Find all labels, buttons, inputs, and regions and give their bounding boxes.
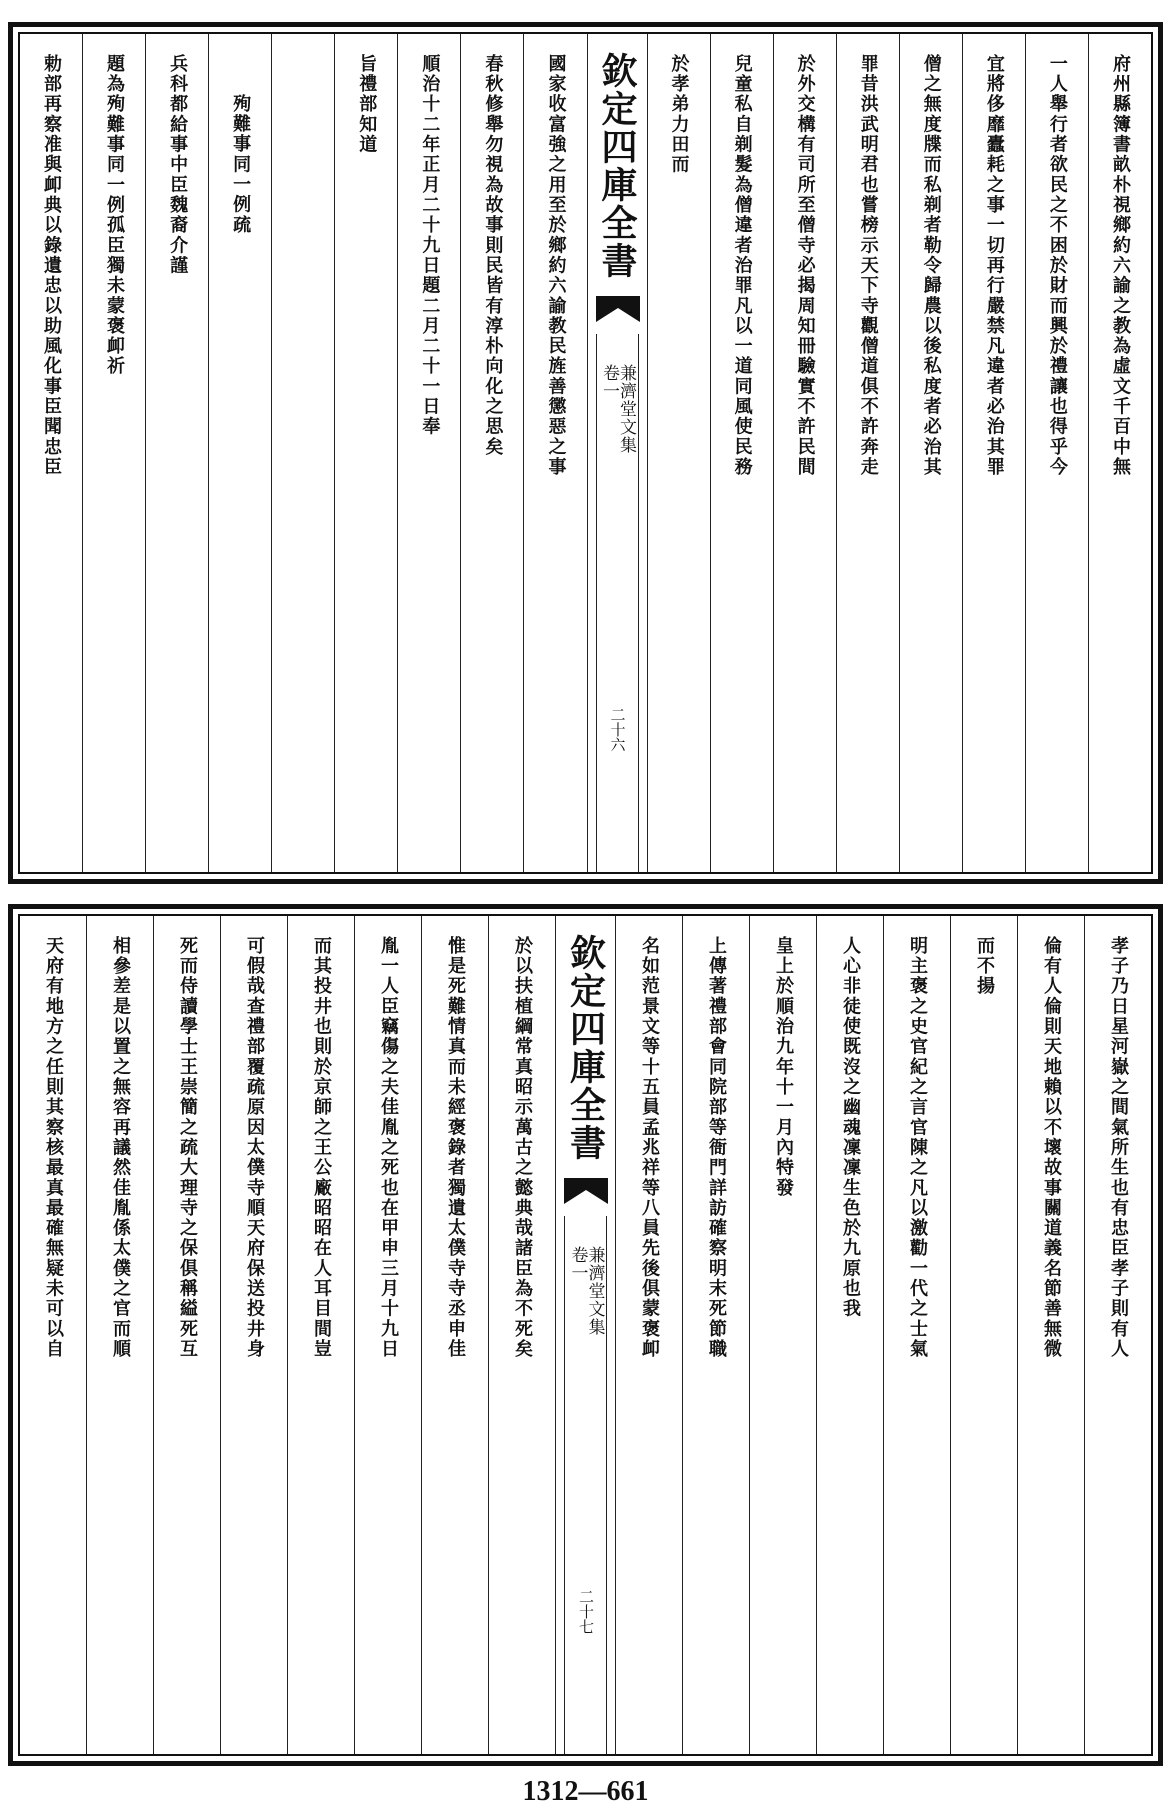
text-column xyxy=(208,34,271,872)
column-text: 兒童私自剃髮為僧違者治罪凡以一道同風使民務 xyxy=(731,54,753,478)
text-column xyxy=(153,916,220,1754)
text-column xyxy=(883,916,950,1754)
spine-title: 欽定四庫全書 xyxy=(596,52,638,280)
text-column xyxy=(899,34,962,872)
column-text: 上傳著禮部會同院部等衙門詳訪確察明末死節職 xyxy=(706,936,727,1360)
text-column xyxy=(1084,916,1151,1754)
text-column xyxy=(950,916,1017,1754)
column-text: 名如范景文等十五員孟兆祥等八員先後俱蒙褒卹 xyxy=(639,936,660,1360)
column-text: 一人舉行者欲民之不困於財而興於禮讓也得乎今 xyxy=(1046,54,1068,478)
column-text: 兵科都給事中臣魏裔介謹 xyxy=(167,54,189,276)
column-text: 僧之無度牒而私剃者勒令歸農以後私度者必治其 xyxy=(920,54,942,478)
fishtail-mark-icon xyxy=(564,1178,608,1204)
column-grid xyxy=(20,34,1151,872)
fishtail-mark-icon xyxy=(596,296,640,322)
column-text: 相參差是以置之無容再議然佳胤係太僕之官而順 xyxy=(110,936,131,1360)
spine-volume: 卷一 xyxy=(599,364,619,400)
column-text: 天府有地方之任則其察核最真最確無疑未可以自 xyxy=(43,936,64,1360)
text-column xyxy=(816,916,883,1754)
text-column xyxy=(354,916,421,1754)
column-grid xyxy=(20,916,1151,1754)
column-text: 死而侍讀學士王崇簡之疏大理寺之保俱稱縊死互 xyxy=(177,936,198,1360)
text-column xyxy=(1088,34,1151,872)
text-column xyxy=(523,34,586,872)
text-column xyxy=(962,34,1025,872)
center-spine xyxy=(555,916,615,1754)
page-top xyxy=(8,22,1163,884)
column-text: 於孝弟力田而 xyxy=(668,54,690,175)
column-text: 宜將侈靡蠹耗之事一切再行嚴禁凡違者必治其罪 xyxy=(983,54,1005,478)
page-bottom xyxy=(8,904,1163,1766)
text-column xyxy=(647,34,710,872)
column-text: 於以扶植綱常真昭示萬古之懿典哉諸臣為不死矣 xyxy=(512,936,533,1360)
spine-page-number: 二十七 xyxy=(577,1589,595,1634)
column-text: 而其投井也則於京師之王公廠昭昭在人耳目間豈 xyxy=(311,936,332,1360)
text-column xyxy=(615,916,682,1754)
text-column xyxy=(20,916,86,1754)
center-spine xyxy=(587,34,647,872)
text-column xyxy=(271,34,334,872)
text-column xyxy=(397,34,460,872)
text-column xyxy=(710,34,773,872)
spine-page-number: 二十六 xyxy=(608,707,627,752)
spine-title: 欽定四庫全書 xyxy=(564,934,607,1162)
text-column xyxy=(421,916,488,1754)
text-column xyxy=(145,34,208,872)
spine-collection: 兼濟堂文集 xyxy=(616,364,636,454)
column-text: 人心非徒使既沒之幽魂凜凜生色於九原也我 xyxy=(840,936,861,1320)
text-column xyxy=(287,916,354,1754)
column-text: 孝子乃日星河嶽之間氣所生也有忠臣孝子則有人 xyxy=(1108,936,1129,1360)
column-text: 殉難事同一例疏 xyxy=(230,94,252,236)
text-column xyxy=(220,916,287,1754)
column-text: 國家收富強之用至於鄉約六諭教民旌善懲惡之事 xyxy=(545,54,567,478)
text-column xyxy=(488,916,555,1754)
column-text: 於外交構有司所至僧寺必揭周知冊驗實不許民間 xyxy=(794,54,816,478)
column-text: 題為殉難事同一例孤臣獨未蒙褒卹祈 xyxy=(104,54,126,377)
text-column xyxy=(82,34,145,872)
column-text: 可假哉查禮部覆疏原因太僕寺順天府保送投井身 xyxy=(244,936,265,1360)
column-text: 府州縣簿書畝朴視鄉約六諭之教為虛文千百中無 xyxy=(1109,54,1131,478)
text-column xyxy=(460,34,523,872)
column-text: 勅部再察准與卹典以錄遺忠以助風化事臣聞忠臣 xyxy=(40,54,62,478)
column-text: 順治十二年正月二十九日題二月二十一日奉 xyxy=(419,54,441,438)
catalog-number: 1312—661 xyxy=(522,1776,649,1807)
text-column xyxy=(682,916,749,1754)
column-text: 旨禮部知道 xyxy=(356,54,378,155)
text-column xyxy=(20,34,82,872)
column-text: 罪昔洪武明君也嘗榜示天下寺觀僧道俱不許奔走 xyxy=(857,54,879,478)
column-text: 胤一人臣竊傷之夫佳胤之死也在甲申三月十九日 xyxy=(378,936,399,1360)
text-column xyxy=(836,34,899,872)
column-text: 惟是死難情真而未經褒錄者獨遺太僕寺寺丞申佳 xyxy=(445,936,466,1360)
text-column xyxy=(86,916,153,1754)
text-column xyxy=(334,34,397,872)
column-text: 明主褒之史官紀之言官陳之凡以激勸一代之士氣 xyxy=(907,936,928,1360)
text-column xyxy=(749,916,816,1754)
column-text: 皇上於順治九年十一月內特發 xyxy=(773,936,794,1199)
page-frame xyxy=(18,32,1153,874)
spine-collection: 兼濟堂文集 xyxy=(584,1246,605,1336)
text-column xyxy=(773,34,836,872)
column-text: 春秋修舉勿視為故事則民皆有淳朴向化之思矣 xyxy=(482,54,504,458)
spine-volume: 卷一 xyxy=(567,1246,588,1282)
page-frame xyxy=(18,914,1153,1756)
text-column xyxy=(1025,34,1088,872)
text-column xyxy=(1017,916,1084,1754)
column-text: 而不揚 xyxy=(974,936,995,997)
column-text: 倫有人倫則天地賴以不壞故事關道義名節善無微 xyxy=(1041,936,1062,1360)
